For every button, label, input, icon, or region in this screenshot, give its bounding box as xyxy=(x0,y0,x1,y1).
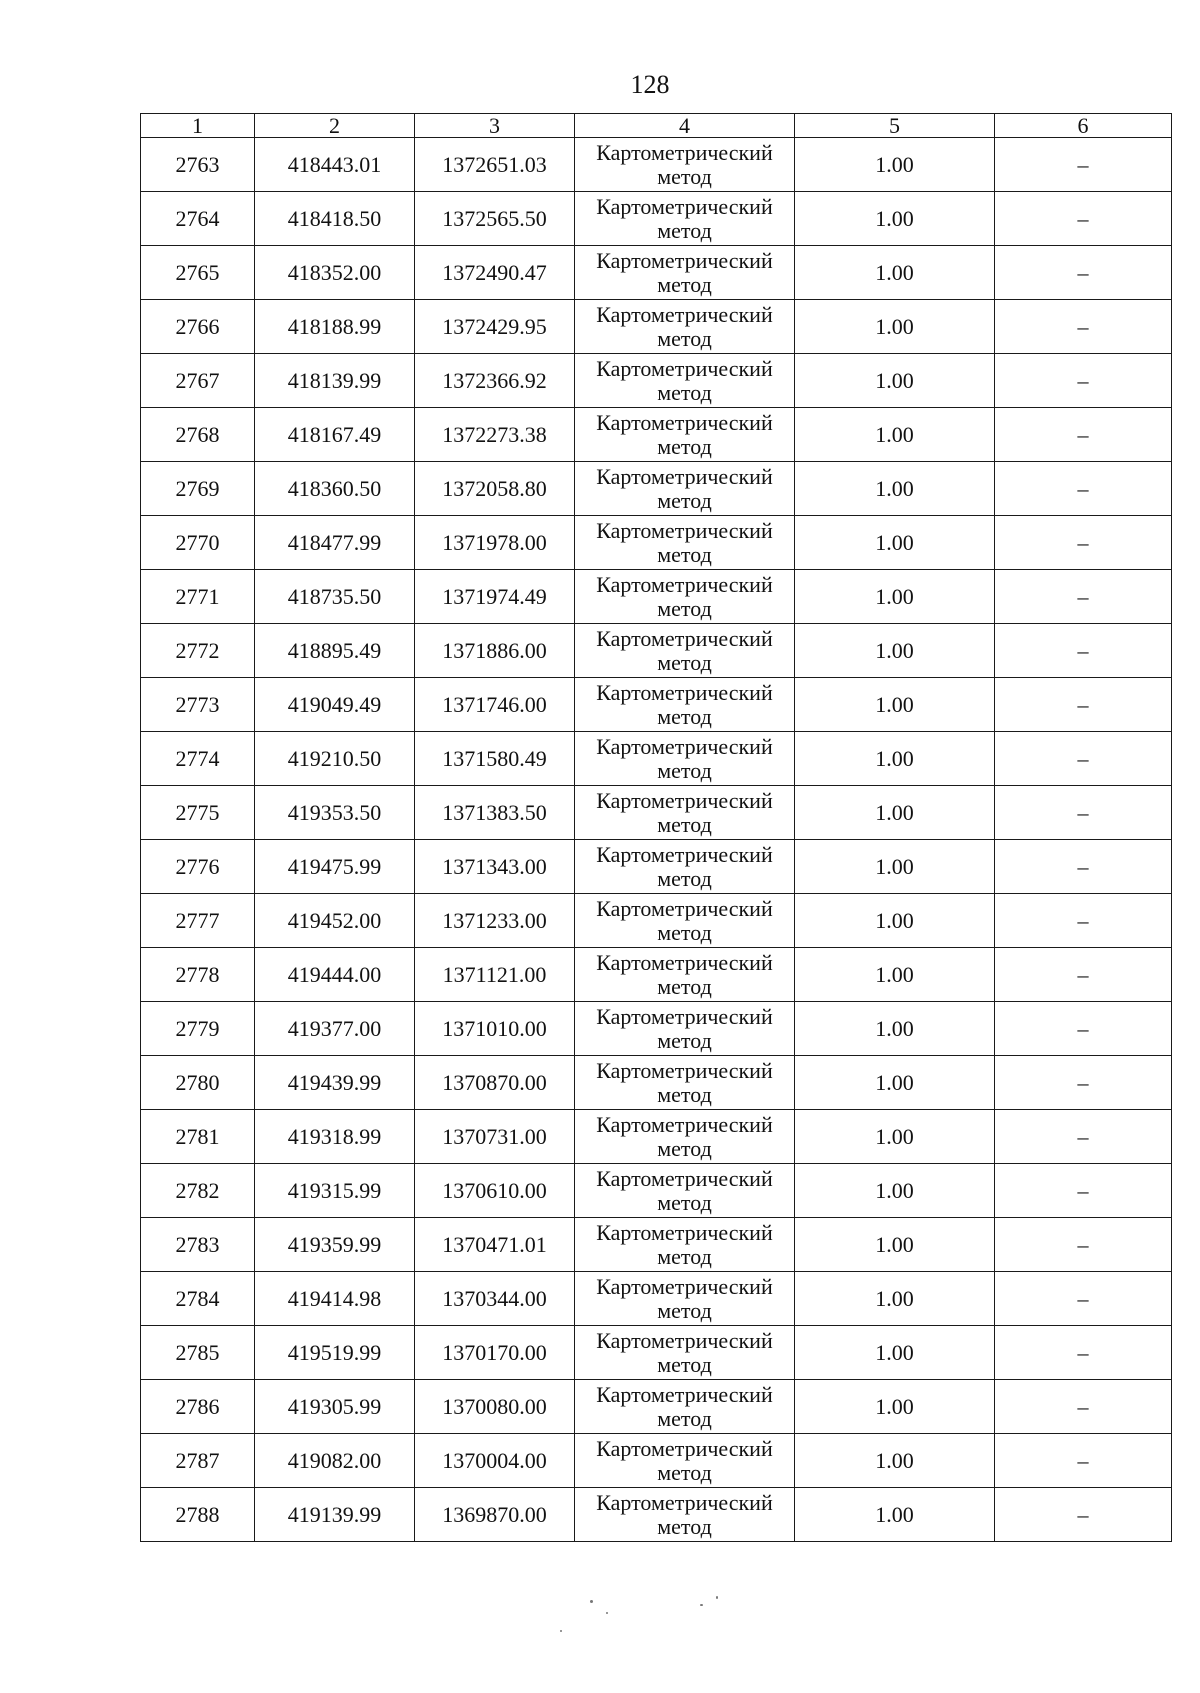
table-row xyxy=(141,1488,1172,1542)
note-cell: – xyxy=(995,1380,1172,1434)
scan-speck xyxy=(560,1630,562,1632)
note-cell: – xyxy=(995,570,1172,624)
point-number-cell: 2785 xyxy=(141,1326,255,1380)
point-number-cell: 2774 xyxy=(141,732,255,786)
note-cell: – xyxy=(995,624,1172,678)
table-row xyxy=(141,570,1172,624)
accuracy-cell: 1.00 xyxy=(795,192,995,246)
method-cell xyxy=(575,732,795,786)
table-row xyxy=(141,246,1172,300)
y-coordinate-cell: 1371974.49 xyxy=(415,570,575,624)
method-line-2: метод xyxy=(657,541,712,567)
method-line-1: Картометрический xyxy=(596,1003,773,1029)
method-line-2: метод xyxy=(657,1189,712,1215)
method-cell xyxy=(575,1434,795,1488)
table-row xyxy=(141,1056,1172,1110)
method-line-2: метод xyxy=(657,1351,712,1377)
scan-speck xyxy=(716,1596,718,1599)
method-line-2: метод xyxy=(657,811,712,837)
y-coordinate-cell: 1370610.00 xyxy=(415,1164,575,1218)
method-line-1: Картометрический xyxy=(596,733,773,759)
note-cell: – xyxy=(995,1110,1172,1164)
y-coordinate-cell: 1370870.00 xyxy=(415,1056,575,1110)
point-number-cell: 2781 xyxy=(141,1110,255,1164)
method-line-1: Картометрический xyxy=(596,625,773,651)
accuracy-cell: 1.00 xyxy=(795,354,995,408)
method-line-2: метод xyxy=(657,1297,712,1323)
table-row xyxy=(141,516,1172,570)
method-cell xyxy=(575,1272,795,1326)
method-cell xyxy=(575,1380,795,1434)
accuracy-cell: 1.00 xyxy=(795,1110,995,1164)
note-cell: – xyxy=(995,1056,1172,1110)
method-line-1: Картометрический xyxy=(596,1165,773,1191)
table-row xyxy=(141,948,1172,1002)
y-coordinate-cell: 1371746.00 xyxy=(415,678,575,732)
point-number-cell: 2764 xyxy=(141,192,255,246)
point-number-cell: 2770 xyxy=(141,516,255,570)
y-coordinate-cell: 1372651.03 xyxy=(415,138,575,192)
accuracy-cell: 1.00 xyxy=(795,1488,995,1542)
accuracy-cell: 1.00 xyxy=(795,1326,995,1380)
y-coordinate-cell: 1370471.01 xyxy=(415,1218,575,1272)
method-line-1: Картометрический xyxy=(596,517,773,543)
method-line-2: метод xyxy=(657,1405,712,1431)
x-coordinate-cell: 419353.50 xyxy=(255,786,415,840)
method-line-1: Картометрический xyxy=(596,1327,773,1353)
table-row xyxy=(141,1218,1172,1272)
note-cell: – xyxy=(995,246,1172,300)
note-cell: – xyxy=(995,1488,1172,1542)
method-line-1: Картометрический xyxy=(596,1381,773,1407)
y-coordinate-cell: 1371233.00 xyxy=(415,894,575,948)
method-line-1: Картометрический xyxy=(596,895,773,921)
x-coordinate-cell: 419049.49 xyxy=(255,678,415,732)
method-line-1: Картометрический xyxy=(596,1273,773,1299)
accuracy-cell: 1.00 xyxy=(795,1434,995,1488)
point-number-cell: 2784 xyxy=(141,1272,255,1326)
x-coordinate-cell: 419082.00 xyxy=(255,1434,415,1488)
method-cell xyxy=(575,948,795,1002)
table-row xyxy=(141,1272,1172,1326)
note-cell: – xyxy=(995,1326,1172,1380)
x-coordinate-cell: 419315.99 xyxy=(255,1164,415,1218)
y-coordinate-cell: 1370170.00 xyxy=(415,1326,575,1380)
point-number-cell: 2776 xyxy=(141,840,255,894)
method-line-2: метод xyxy=(657,865,712,891)
note-cell: – xyxy=(995,1164,1172,1218)
method-cell xyxy=(575,840,795,894)
note-cell: – xyxy=(995,1434,1172,1488)
note-cell: – xyxy=(995,462,1172,516)
coordinates-table xyxy=(140,113,1172,1542)
accuracy-cell: 1.00 xyxy=(795,462,995,516)
accuracy-cell: 1.00 xyxy=(795,1380,995,1434)
y-coordinate-cell: 1371886.00 xyxy=(415,624,575,678)
method-line-2: метод xyxy=(657,919,712,945)
x-coordinate-cell: 419452.00 xyxy=(255,894,415,948)
point-number-cell: 2777 xyxy=(141,894,255,948)
accuracy-cell: 1.00 xyxy=(795,300,995,354)
y-coordinate-cell: 1371010.00 xyxy=(415,1002,575,1056)
note-cell: – xyxy=(995,192,1172,246)
method-line-2: метод xyxy=(657,1459,712,1485)
point-number-cell: 2782 xyxy=(141,1164,255,1218)
method-line-2: метод xyxy=(657,595,712,621)
point-number-cell: 2783 xyxy=(141,1218,255,1272)
method-line-2: метод xyxy=(657,703,712,729)
method-line-1: Картометрический xyxy=(596,787,773,813)
point-number-cell: 2763 xyxy=(141,138,255,192)
y-coordinate-cell: 1371343.00 xyxy=(415,840,575,894)
method-line-1: Картометрический xyxy=(596,1219,773,1245)
accuracy-cell: 1.00 xyxy=(795,948,995,1002)
note-cell: – xyxy=(995,840,1172,894)
accuracy-cell: 1.00 xyxy=(795,840,995,894)
method-line-2: метод xyxy=(657,487,712,513)
point-number-cell: 2787 xyxy=(141,1434,255,1488)
method-line-2: метод xyxy=(657,1243,712,1269)
header-col-6: 6 xyxy=(995,114,1172,138)
x-coordinate-cell: 418139.99 xyxy=(255,354,415,408)
table-row xyxy=(141,354,1172,408)
point-number-cell: 2773 xyxy=(141,678,255,732)
table-row xyxy=(141,678,1172,732)
method-line-2: метод xyxy=(657,163,712,189)
x-coordinate-cell: 418477.99 xyxy=(255,516,415,570)
page-number: 128 xyxy=(630,70,670,99)
point-number-cell: 2772 xyxy=(141,624,255,678)
table-row xyxy=(141,1380,1172,1434)
method-cell xyxy=(575,1056,795,1110)
table-row xyxy=(141,732,1172,786)
note-cell: – xyxy=(995,948,1172,1002)
method-line-2: метод xyxy=(657,433,712,459)
accuracy-cell: 1.00 xyxy=(795,1164,995,1218)
method-line-1: Картометрический xyxy=(596,301,773,327)
y-coordinate-cell: 1370344.00 xyxy=(415,1272,575,1326)
table-row xyxy=(141,138,1172,192)
y-coordinate-cell: 1372490.47 xyxy=(415,246,575,300)
y-coordinate-cell: 1372273.38 xyxy=(415,408,575,462)
y-coordinate-cell: 1370080.00 xyxy=(415,1380,575,1434)
method-cell xyxy=(575,786,795,840)
point-number-cell: 2765 xyxy=(141,246,255,300)
method-cell xyxy=(575,1218,795,1272)
y-coordinate-cell: 1372429.95 xyxy=(415,300,575,354)
table-row xyxy=(141,462,1172,516)
note-cell: – xyxy=(995,894,1172,948)
method-cell xyxy=(575,894,795,948)
x-coordinate-cell: 418443.01 xyxy=(255,138,415,192)
method-line-2: метод xyxy=(657,1135,712,1161)
method-line-2: метод xyxy=(657,271,712,297)
note-cell: – xyxy=(995,1218,1172,1272)
header-col-4: 4 xyxy=(575,114,795,138)
method-cell xyxy=(575,1326,795,1380)
scan-speck xyxy=(590,1600,593,1603)
method-line-1: Картометрический xyxy=(596,1111,773,1137)
accuracy-cell: 1.00 xyxy=(795,570,995,624)
y-coordinate-cell: 1371978.00 xyxy=(415,516,575,570)
method-cell xyxy=(575,678,795,732)
method-cell xyxy=(575,624,795,678)
point-number-cell: 2780 xyxy=(141,1056,255,1110)
note-cell: – xyxy=(995,732,1172,786)
method-cell xyxy=(575,1002,795,1056)
method-line-1: Картометрический xyxy=(596,463,773,489)
x-coordinate-cell: 418188.99 xyxy=(255,300,415,354)
header-col-5: 5 xyxy=(795,114,995,138)
table-row xyxy=(141,1434,1172,1488)
method-cell xyxy=(575,516,795,570)
note-cell: – xyxy=(995,354,1172,408)
method-line-1: Картометрический xyxy=(596,247,773,273)
y-coordinate-cell: 1371580.49 xyxy=(415,732,575,786)
method-line-1: Картометрический xyxy=(596,1435,773,1461)
method-cell xyxy=(575,570,795,624)
table-row xyxy=(141,192,1172,246)
method-line-2: метод xyxy=(657,217,712,243)
x-coordinate-cell: 419444.00 xyxy=(255,948,415,1002)
point-number-cell: 2775 xyxy=(141,786,255,840)
y-coordinate-cell: 1370731.00 xyxy=(415,1110,575,1164)
x-coordinate-cell: 418167.49 xyxy=(255,408,415,462)
table-row xyxy=(141,894,1172,948)
table-row xyxy=(141,1002,1172,1056)
method-line-2: метод xyxy=(657,973,712,999)
table-row xyxy=(141,1110,1172,1164)
method-line-1: Картометрический xyxy=(596,355,773,381)
y-coordinate-cell: 1371121.00 xyxy=(415,948,575,1002)
note-cell: – xyxy=(995,786,1172,840)
point-number-cell: 2778 xyxy=(141,948,255,1002)
method-cell xyxy=(575,354,795,408)
method-line-1: Картометрический xyxy=(596,1057,773,1083)
y-coordinate-cell: 1370004.00 xyxy=(415,1434,575,1488)
method-cell xyxy=(575,192,795,246)
x-coordinate-cell: 419519.99 xyxy=(255,1326,415,1380)
y-coordinate-cell: 1371383.50 xyxy=(415,786,575,840)
accuracy-cell: 1.00 xyxy=(795,786,995,840)
x-coordinate-cell: 419414.98 xyxy=(255,1272,415,1326)
accuracy-cell: 1.00 xyxy=(795,408,995,462)
accuracy-cell: 1.00 xyxy=(795,624,995,678)
method-line-2: метод xyxy=(657,379,712,405)
y-coordinate-cell: 1369870.00 xyxy=(415,1488,575,1542)
method-line-1: Картометрический xyxy=(596,1489,773,1515)
header-row xyxy=(141,114,1172,138)
x-coordinate-cell: 419439.99 xyxy=(255,1056,415,1110)
note-cell: – xyxy=(995,408,1172,462)
x-coordinate-cell: 419377.00 xyxy=(255,1002,415,1056)
method-cell xyxy=(575,138,795,192)
table-row xyxy=(141,1164,1172,1218)
accuracy-cell: 1.00 xyxy=(795,732,995,786)
method-cell xyxy=(575,1488,795,1542)
x-coordinate-cell: 418418.50 xyxy=(255,192,415,246)
accuracy-cell: 1.00 xyxy=(795,678,995,732)
method-line-2: метод xyxy=(657,649,712,675)
method-line-1: Картометрический xyxy=(596,139,773,165)
y-coordinate-cell: 1372058.80 xyxy=(415,462,575,516)
note-cell: – xyxy=(995,138,1172,192)
method-line-1: Картометрический xyxy=(596,679,773,705)
note-cell: – xyxy=(995,1002,1172,1056)
x-coordinate-cell: 418735.50 xyxy=(255,570,415,624)
method-cell xyxy=(575,246,795,300)
note-cell: – xyxy=(995,678,1172,732)
x-coordinate-cell: 419139.99 xyxy=(255,1488,415,1542)
method-cell xyxy=(575,1164,795,1218)
method-line-2: метод xyxy=(657,1027,712,1053)
method-cell xyxy=(575,408,795,462)
x-coordinate-cell: 419305.99 xyxy=(255,1380,415,1434)
header-col-2: 2 xyxy=(255,114,415,138)
x-coordinate-cell: 419475.99 xyxy=(255,840,415,894)
accuracy-cell: 1.00 xyxy=(795,516,995,570)
method-cell xyxy=(575,1110,795,1164)
accuracy-cell: 1.00 xyxy=(795,1002,995,1056)
x-coordinate-cell: 419359.99 xyxy=(255,1218,415,1272)
table-row xyxy=(141,408,1172,462)
header-col-1: 1 xyxy=(141,114,255,138)
note-cell: – xyxy=(995,300,1172,354)
note-cell: – xyxy=(995,1272,1172,1326)
method-line-2: метод xyxy=(657,1513,712,1539)
accuracy-cell: 1.00 xyxy=(795,1272,995,1326)
table-row xyxy=(141,786,1172,840)
table-row xyxy=(141,624,1172,678)
table-row xyxy=(141,840,1172,894)
point-number-cell: 2769 xyxy=(141,462,255,516)
method-line-2: метод xyxy=(657,325,712,351)
y-coordinate-cell: 1372366.92 xyxy=(415,354,575,408)
point-number-cell: 2766 xyxy=(141,300,255,354)
method-line-1: Картометрический xyxy=(596,571,773,597)
point-number-cell: 2786 xyxy=(141,1380,255,1434)
method-line-2: метод xyxy=(657,757,712,783)
header-col-3: 3 xyxy=(415,114,575,138)
point-number-cell: 2771 xyxy=(141,570,255,624)
accuracy-cell: 1.00 xyxy=(795,1218,995,1272)
x-coordinate-cell: 418360.50 xyxy=(255,462,415,516)
method-line-1: Картометрический xyxy=(596,193,773,219)
accuracy-cell: 1.00 xyxy=(795,246,995,300)
accuracy-cell: 1.00 xyxy=(795,138,995,192)
method-line-2: метод xyxy=(657,1081,712,1107)
method-line-1: Картометрический xyxy=(596,409,773,435)
scan-speck xyxy=(606,1612,608,1614)
x-coordinate-cell: 419318.99 xyxy=(255,1110,415,1164)
method-cell xyxy=(575,300,795,354)
accuracy-cell: 1.00 xyxy=(795,1056,995,1110)
x-coordinate-cell: 419210.50 xyxy=(255,732,415,786)
y-coordinate-cell: 1372565.50 xyxy=(415,192,575,246)
x-coordinate-cell: 418352.00 xyxy=(255,246,415,300)
method-line-1: Картометрический xyxy=(596,841,773,867)
table-row xyxy=(141,1326,1172,1380)
note-cell: – xyxy=(995,516,1172,570)
point-number-cell: 2779 xyxy=(141,1002,255,1056)
scan-speck xyxy=(700,1604,703,1606)
accuracy-cell: 1.00 xyxy=(795,894,995,948)
x-coordinate-cell: 418895.49 xyxy=(255,624,415,678)
method-cell xyxy=(575,462,795,516)
method-line-1: Картометрический xyxy=(596,949,773,975)
table-body xyxy=(141,138,1172,1542)
point-number-cell: 2788 xyxy=(141,1488,255,1542)
point-number-cell: 2768 xyxy=(141,408,255,462)
table-row xyxy=(141,300,1172,354)
point-number-cell: 2767 xyxy=(141,354,255,408)
